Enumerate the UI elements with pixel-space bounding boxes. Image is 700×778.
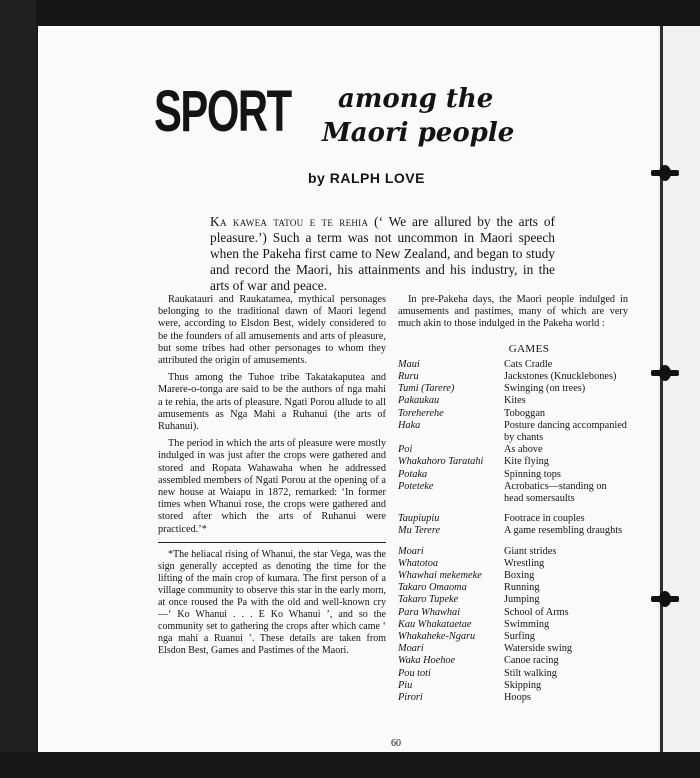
body-paragraph: Thus among the Tuhoe tribe Takatakaputea and Marere-o-tonga are said to be the authors of nga mahi a te rehia, the arts of pleasure. Ngati Porou allude to all amusements as Nga Mahi a Ruhanui (the arts of Ruhanui). <box>158 372 386 433</box>
game-english-name: As above <box>504 444 543 456</box>
margin-mark <box>651 170 679 176</box>
game-maori-name: Waka Hoehoe <box>398 655 456 667</box>
game-row <box>398 359 628 371</box>
games-list <box>398 359 628 704</box>
title-subtitle-line1: among the <box>338 84 494 114</box>
game-row <box>398 668 628 680</box>
game-maori-name: Tumi (Tarere) <box>398 383 455 395</box>
game-maori-name: Taupiupiu <box>398 513 440 525</box>
game-english-name: Boxing <box>504 570 535 582</box>
game-english-name: Acrobatics—standing on head somersaults <box>504 480 607 505</box>
game-maori-name: Takaro Omaoma <box>398 582 467 594</box>
game-maori-name: Pakaukau <box>398 395 440 407</box>
game-english-name: Swinging (on trees) <box>504 383 586 395</box>
game-row <box>398 680 628 692</box>
game-maori-name: Maui <box>398 358 420 370</box>
game-maori-name: Whakahoro Taratahi <box>398 456 484 468</box>
game-row <box>398 481 628 505</box>
right-column <box>398 294 628 704</box>
lead-paragraph <box>210 214 555 294</box>
game-row <box>398 619 628 631</box>
scan-border-left <box>0 0 36 778</box>
game-row <box>398 570 628 582</box>
game-maori-name: Toreherehe <box>398 407 444 419</box>
game-row <box>398 371 628 383</box>
body-paragraph: Raukatauri and Raukatamea, mythical personages belonging to the traditional dawn of Maori legend were, according to Elsdon Best, widely considered to be the founders of all amusements and arts of pleasure, but some tribes had other personages to whom they attributed the origin of amusements. <box>158 294 386 367</box>
game-english-name: Cats Cradle <box>504 358 553 370</box>
game-row <box>398 692 628 704</box>
game-english-name: Kite flying <box>504 456 549 468</box>
game-maori-name: Moari <box>398 545 424 557</box>
game-maori-name: Poi <box>398 444 413 456</box>
game-maori-name: Para Whawhai <box>398 606 461 618</box>
game-maori-name: Whatotoa <box>398 557 439 569</box>
game-row <box>398 558 628 570</box>
left-column <box>158 294 386 662</box>
game-english-name: Kites <box>504 395 526 407</box>
margin-mark <box>651 596 679 602</box>
game-maori-name: Takaro Tupeke <box>398 594 459 606</box>
game-maori-name: Moari <box>398 643 424 655</box>
lead-text: (‘ We are allured by the arts of pleasure.’) Such a term was not uncommon in Maori speech when the Pakeha first came to New Zealand, and began to study and record the Maori, his attainments and his industry, in the arts of war and peace. <box>210 214 555 293</box>
game-english-name: Toboggan <box>504 407 546 419</box>
scan-border-bottom <box>0 752 700 778</box>
game-row <box>398 383 628 395</box>
magazine-page <box>38 26 658 752</box>
game-maori-name: Poteteke <box>398 480 434 492</box>
margin-mark <box>651 370 679 376</box>
game-maori-name: Haka <box>398 419 421 431</box>
scan-border-top <box>0 0 700 26</box>
game-english-name: Jackstones (Knucklebones) <box>504 371 617 383</box>
game-english-name: Stilt walking <box>504 667 557 679</box>
lead-smallcaps: Ka kawea tatou e te rehia <box>210 214 369 229</box>
binding-fold <box>660 26 663 752</box>
game-maori-name: Ruru <box>398 371 419 383</box>
game-row <box>398 582 628 594</box>
game-row <box>398 395 628 407</box>
game-row <box>398 607 628 619</box>
game-maori-name: Kau Whakataetae <box>398 618 472 630</box>
game-english-name: Spinning tops <box>504 468 561 480</box>
game-maori-name: Mu Terere <box>398 525 441 537</box>
game-english-name: Running <box>504 582 540 594</box>
game-english-name: Footrace in couples <box>504 513 585 525</box>
game-maori-name: Whawhai mekemeke <box>398 570 482 582</box>
game-english-name: Swimming <box>504 618 550 630</box>
game-row <box>398 456 628 468</box>
game-english-name: Wrestling <box>504 557 545 569</box>
game-row <box>398 594 628 606</box>
game-english-name: Jumping <box>504 594 540 606</box>
game-english-name: A game resembling draughts <box>504 525 623 537</box>
game-english-name: Waterside swing <box>504 643 573 655</box>
game-row <box>398 655 628 667</box>
title-subtitle-line2: Maori people <box>322 118 515 148</box>
byline: by RALPH LOVE <box>308 170 425 186</box>
game-row <box>398 643 628 655</box>
game-maori-name: Piu <box>398 679 413 691</box>
game-english-name: Skipping <box>504 679 542 691</box>
game-row <box>398 525 628 537</box>
games-heading: GAMES <box>508 342 550 355</box>
game-english-name: School of Arms <box>504 606 569 618</box>
game-english-name: Canoe racing <box>504 655 559 667</box>
title-main: SPORT <box>154 79 291 144</box>
game-english-name: Hoops <box>504 692 531 704</box>
games-intro: In pre-Pakeha days, the Maori people indulged in amusements and pastimes, many of which are very much akin to those indulged in the Pakeha world : <box>398 294 628 330</box>
game-maori-name: Pou toti <box>398 667 431 679</box>
game-english-name: Posture dancing accompanied by chants <box>504 419 627 444</box>
footnote-divider <box>158 542 386 543</box>
game-row <box>398 420 628 444</box>
game-row <box>398 631 628 643</box>
game-english-name: Surfing <box>504 631 535 643</box>
game-row <box>398 513 628 525</box>
game-row <box>398 546 628 558</box>
game-row <box>398 408 628 420</box>
game-row <box>398 469 628 481</box>
game-maori-name: Potaka <box>398 468 428 480</box>
body-paragraph: The period in which the arts of pleasure were mostly indulged in was just after the crops were gathered and stored and Ropata Wahawaha when he addressed assembled members of Ngati Porou at the opening of a new house at Waiapu in 1872, remarked: ‘In former times when Whanui rose, the crops were gathered and stored after which the arts of Ruhanui were practiced.’* <box>158 438 386 535</box>
game-english-name: Giant strides <box>504 545 557 557</box>
adjacent-page-edge <box>658 26 700 752</box>
page-number: 60 <box>391 738 401 749</box>
game-maori-name: Whakaheke-Ngaru <box>398 631 476 643</box>
game-row <box>398 444 628 456</box>
footnote: *The heliacal rising of Whanui, the star Vega, was the sign generally accepted as denoting the time for the lifting of the main crop of kumara. The first person of a village community to observe this star in the early morn, at once roused the Pa with the old and well-known cry—‘ Ko Whanui . . . E Ko Whanui ’, and so the community set to gathering the crops after which came ‘ nga mahi a Ruanui ’. These details are taken from Elsdon Best, Games and Pastimes of the Maori. <box>158 548 386 656</box>
game-maori-name: Pirori <box>398 692 423 704</box>
